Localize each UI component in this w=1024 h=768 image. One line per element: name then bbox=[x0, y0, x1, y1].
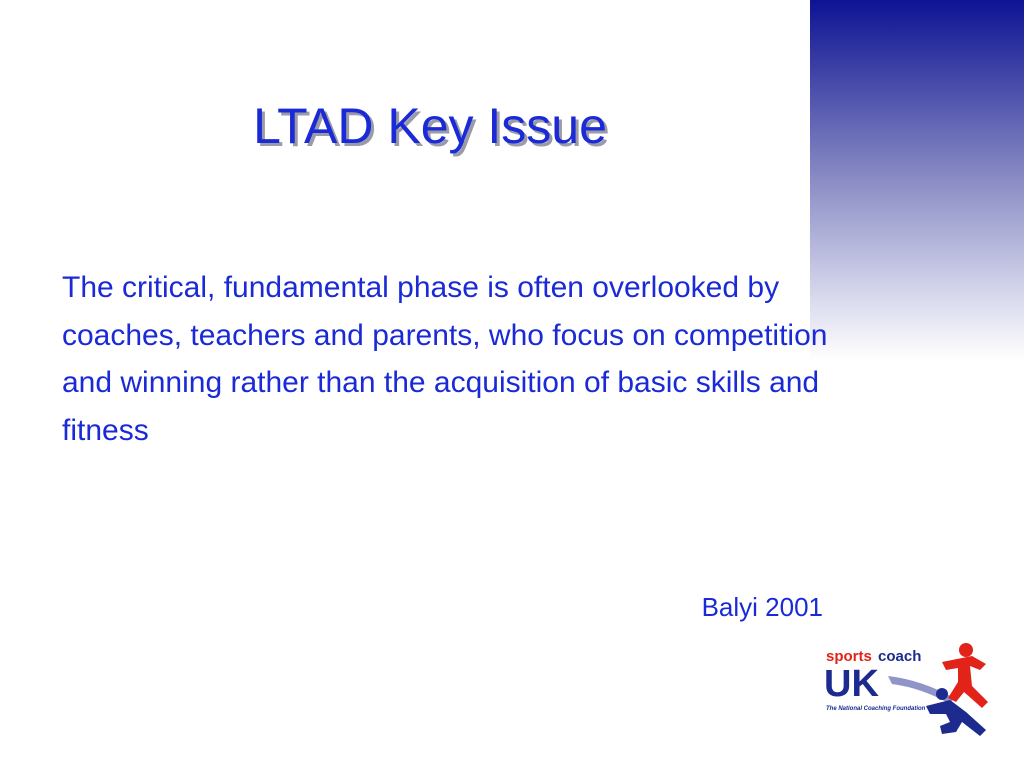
slide-title: LTAD Key Issue bbox=[253, 98, 607, 154]
citation-text: Balyi 2001 bbox=[701, 592, 823, 622]
side-gradient-panel bbox=[810, 0, 1024, 360]
logo-word-coach: coach bbox=[878, 648, 922, 665]
logo-tagline: The National Coaching Foundation bbox=[826, 706, 926, 712]
logo-mark-uk: UK bbox=[824, 663, 879, 705]
sports-coach-uk-logo bbox=[822, 636, 1002, 748]
logo-word-sports: sports bbox=[826, 648, 872, 665]
slide-body-text: The critical, fundamental phase is often overlooked by coaches, teachers and parents, who focus on competition and winning rather than the acquisition of basic skills and fitness bbox=[62, 271, 828, 447]
red-runner-icon bbox=[942, 643, 988, 708]
